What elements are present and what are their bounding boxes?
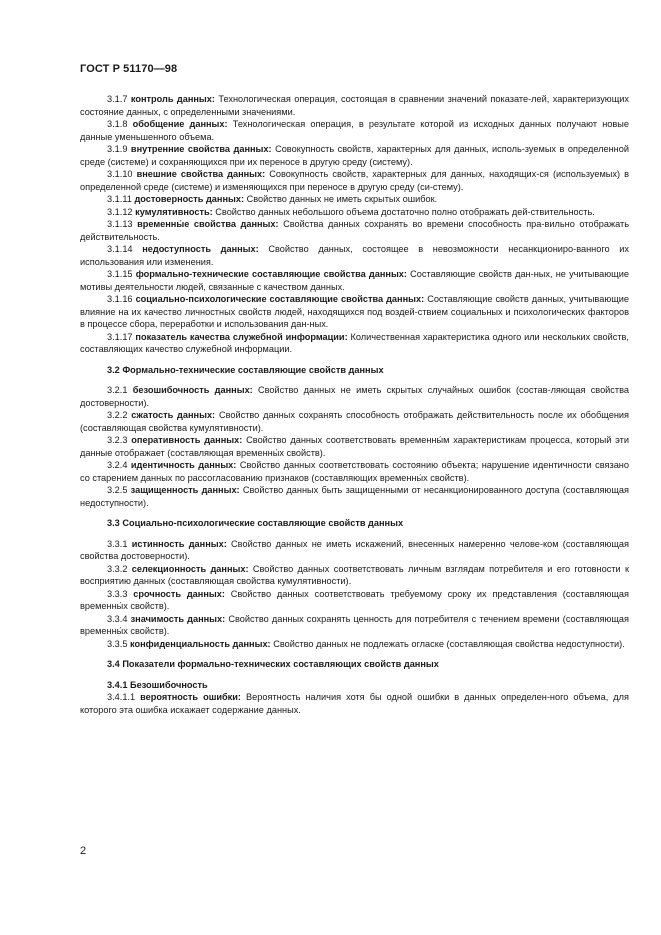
definition-item: 3.1.12 кумулятивность: Свойство данных небольшого объема достаточно полно отображать дей-ствительность. bbox=[107, 206, 595, 217]
document-body bbox=[80, 93, 629, 716]
definition-item: 3.1.15 формально-технические составляющие свойства данных: Составляющие свойств дан-ных, не учитывающие мотивы деятельности людей, связанные с качеством данных. bbox=[80, 269, 629, 292]
definition-item: 3.1.10 внешние свойства данных: Совокупность свойств, характерных для данных, находящих-ся (используемых) в определенной среде (системе) и изменяющихся при переносе в другую среду (си-стему). bbox=[80, 169, 629, 192]
subsection-heading: 3.4.1 Безошибочность bbox=[107, 679, 208, 690]
definition-item: 3.2.5 защищенность данных: Свойство данных быть защищенными от несанкционированного доступа (составляющая недоступности). bbox=[80, 485, 629, 508]
definition-item: 3.3.3 срочность данных: Свойство данных соответствовать требуемому сроку их представления (составляющая временны́х свойств). bbox=[80, 588, 629, 611]
definition-item: 3.1.13 временны́е свойства данных: Свойства данных сохранять во времени способность пра-вильно отображать действительность. bbox=[80, 219, 629, 242]
definition-item: 3.3.2 селекционность данных: Свойство данных соответствовать личным взглядам потребителя и его готовности к восприятию данных (составляющая свойства кумулятивности). bbox=[80, 563, 630, 586]
definition-item: 3.1.7 контроль данных: Технологическая операция, состоящая в сравнении значений показате-лей, характеризующих состояние данных, с определенными значениями. bbox=[80, 94, 629, 117]
definition-item: 3.3.5 конфиденциальность данных: Свойство данных не подлежать огласке (составляющая свойства недоступности). bbox=[107, 638, 625, 649]
definition-item: 3.1.14 недоступность данных: Свойство данных, состоящее в невозможности несанкциониро-ванного их использования или изменения. bbox=[80, 244, 629, 267]
definition-item: 3.1.9 внутренние свойства данных: Совокупность свойств, характерных для данных, исполь-зуемых в определенной среде (системе) и сохраняющихся при их переносе в другую среду (систему). bbox=[80, 144, 629, 167]
definition-item: 3.1.17 показатель качества служебной информации: Количественная характеристика одного или нескольких свойств, составляющих качество служебной информации. bbox=[80, 331, 629, 354]
document-header: ГОСТ Р 51170—98 bbox=[80, 63, 178, 75]
definition-item: 3.4.1.1 вероятность ошибки: Вероятность наличия хотя бы одной ошибки в данных определен-ного объема, для которого эта ошибка искажает содержание данных. bbox=[80, 692, 629, 715]
definition-item: 3.3.1 истинность данных: Свойство данных не иметь искажений, внесенных намеренно челове-ком (составляющая свойства достоверности). bbox=[80, 538, 629, 561]
definition-item: 3.2.2 сжатость данных: Свойство данных сохранять способность отображать действительность после их обобщения (составляющая свойства кумулятивности). bbox=[80, 410, 629, 433]
definition-item: 3.3.4 значимость данных: Свойство данных сохранять ценность для потребителя с течением времени (составляющая временны́х свойств). bbox=[80, 613, 630, 636]
section-heading: 3.2 Формально-технические составляющие свойств данных bbox=[107, 364, 384, 375]
definition-item: 3.2.1 безошибочность данных: Свойство данных не иметь скрытых случайных ошибок (состав-ляющая свойства достоверности). bbox=[80, 385, 629, 408]
definition-item: 3.2.4 идентичность данных: Свойство данных соответствовать состоянию объекта; нарушение идентичности связано со старением данных по рассогласованию признаков (составляющих временны́х свойств). bbox=[80, 460, 629, 483]
section-heading: 3.4 Показатели формально-технических составляющих свойств данных bbox=[107, 659, 439, 669]
page-number: 2 bbox=[80, 845, 87, 857]
definition-item: 3.2.3 оперативность данных: Свойство данных соответствовать временны́м характеристикам процесса, который эти данные отображает (составляющая временны́х свойств). bbox=[80, 435, 630, 458]
definition-item: 3.1.11 достоверность данных: Свойство данных не иметь скрытых ошибок. bbox=[107, 194, 438, 204]
section-heading: 3.3 Социально-психологические составляющие свойств данных bbox=[107, 518, 404, 528]
definition-item: 3.1.8 обобщение данных: Технологическая операция, в результате которой из исходных данных получают новые данные уменьшенного объема. bbox=[80, 119, 629, 142]
definition-item: 3.1.16 социально-психологические составляющие свойства данных: Составляющие свойств данных, учитывающие влияние на их качество личностных свойств людей, находящихся под воздей-ствием социальных и психологических факторов в процессе сбора, переработки и использования дан-ных. bbox=[80, 294, 630, 329]
